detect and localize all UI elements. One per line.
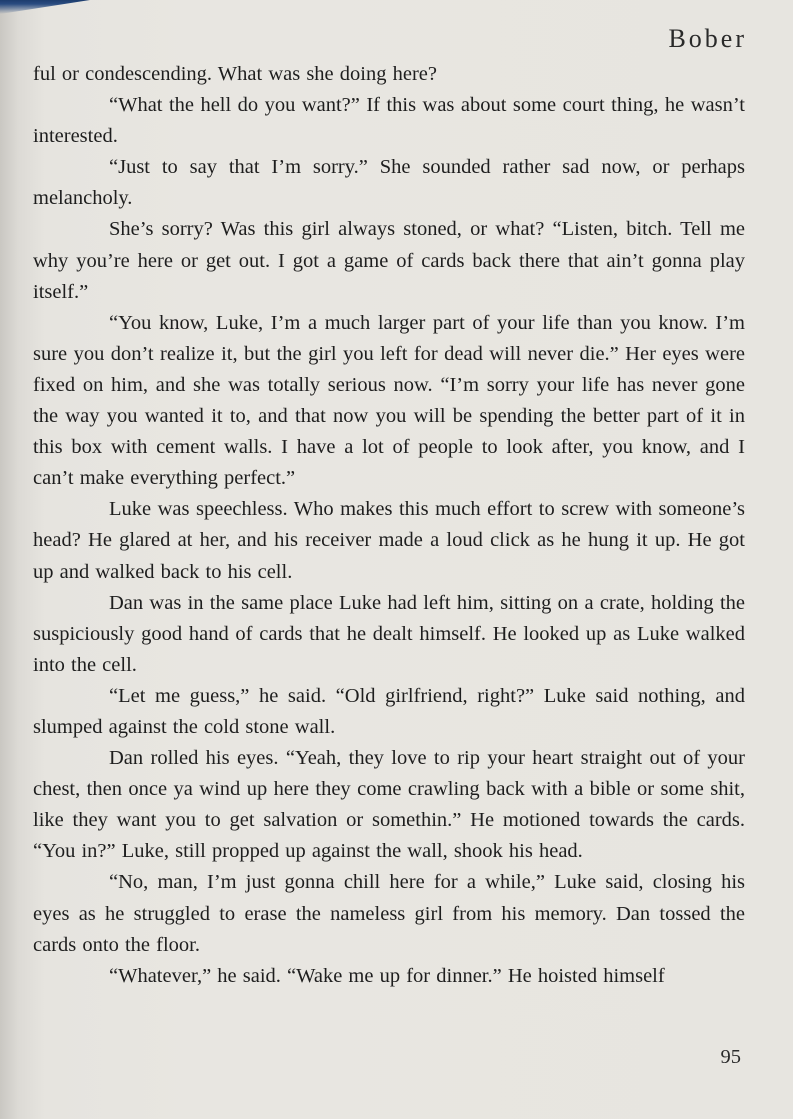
paragraph: “What the hell do you want?” If this was about some court thing, he wasn’t interested. bbox=[33, 94, 745, 148]
running-head: Bober bbox=[668, 24, 747, 53]
paragraph: “Whatever,” he said. “Wake me up for dinner.” He hoisted himself bbox=[109, 964, 665, 987]
body-text bbox=[33, 59, 745, 992]
paragraph: She’s sorry? Was this girl always stoned, or what? “Listen, bitch. Tell me why you’re here or get out. I got a game of cards back there that ain’t gonna play itself.” bbox=[33, 218, 745, 303]
paragraph: Dan was in the same place Luke had left him, sitting on a crate, holding the suspiciously good hand of cards that he dealt himself. He looked up as Luke walked into the cell. bbox=[33, 591, 745, 676]
paragraph: “Just to say that I’m sorry.” She sounded rather sad now, or perhaps melancholy. bbox=[33, 156, 745, 210]
page-corner-shadow bbox=[0, 0, 90, 14]
page-number: 95 bbox=[720, 1046, 741, 1068]
paragraph: “You know, Luke, I’m a much larger part of your life than you know. I’m sure you don’t realize it, but the girl you left for dead will never die.” Her eyes were fixed on him, and she was totally serious now. “I’m sorry your life has never gone the way you wanted it to, and that now you will be spending the better part of it in this box with cement walls. I have a lot of people to look after, you know, and I can’t make everything perfect.” bbox=[33, 311, 745, 490]
paragraph: Luke was speechless. Who makes this much effort to screw with someone’s head? He glared at her, and his receiver made a loud click as he hung it up. He got up and walked back to his cell. bbox=[33, 498, 745, 583]
paragraph: ful or condescending. What was she doing here? bbox=[33, 63, 437, 85]
paragraph: “Let me guess,” he said. “Old girlfriend, right?” Luke said nothing, and slumped against the cold stone wall. bbox=[33, 684, 745, 738]
paragraph: “No, man, I’m just gonna chill here for a while,” Luke said, closing his eyes as he struggled to erase the nameless girl from his memory. Dan tossed the cards onto the floor. bbox=[33, 871, 745, 956]
paragraph: Dan rolled his eyes. “Yeah, they love to rip your heart straight out of your chest, then once ya wind up here they come crawling back with a bible or some shit, like they want you to get salvation or somethin.” He motioned towards the cards. “You in?” Luke, still propped up against the wall, shook his head. bbox=[33, 747, 745, 863]
